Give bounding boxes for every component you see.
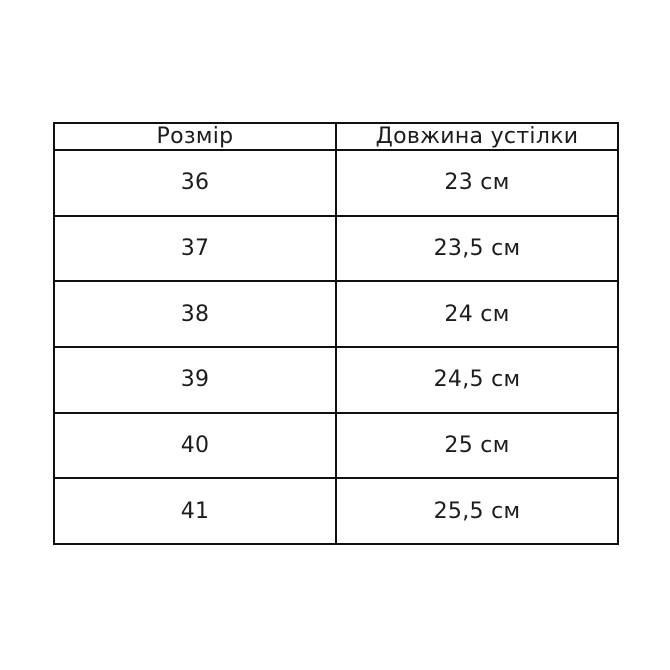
column-header-size: Розмір: [54, 123, 336, 150]
insole-length-cell: 24,5 см: [336, 347, 618, 413]
size-cell: 40: [54, 413, 336, 479]
table-row: [54, 413, 618, 479]
column-header-insole-length: Довжина устілки: [336, 123, 618, 150]
insole-length-cell: 25 см: [336, 413, 618, 479]
size-cell: 39: [54, 347, 336, 413]
size-cell: 38: [54, 281, 336, 347]
size-cell: 37: [54, 216, 336, 282]
size-table: [53, 122, 619, 545]
table-row: [54, 216, 618, 282]
insole-length-cell: 23,5 см: [336, 216, 618, 282]
header-row: [54, 123, 618, 150]
table-row: [54, 150, 618, 216]
size-cell: 36: [54, 150, 336, 216]
table-row: [54, 347, 618, 413]
table-row: [54, 281, 618, 347]
size-cell: 41: [54, 478, 336, 544]
insole-length-cell: 23 см: [336, 150, 618, 216]
insole-length-cell: 25,5 см: [336, 478, 618, 544]
insole-length-cell: 24 см: [336, 281, 618, 347]
table-row: [54, 478, 618, 544]
